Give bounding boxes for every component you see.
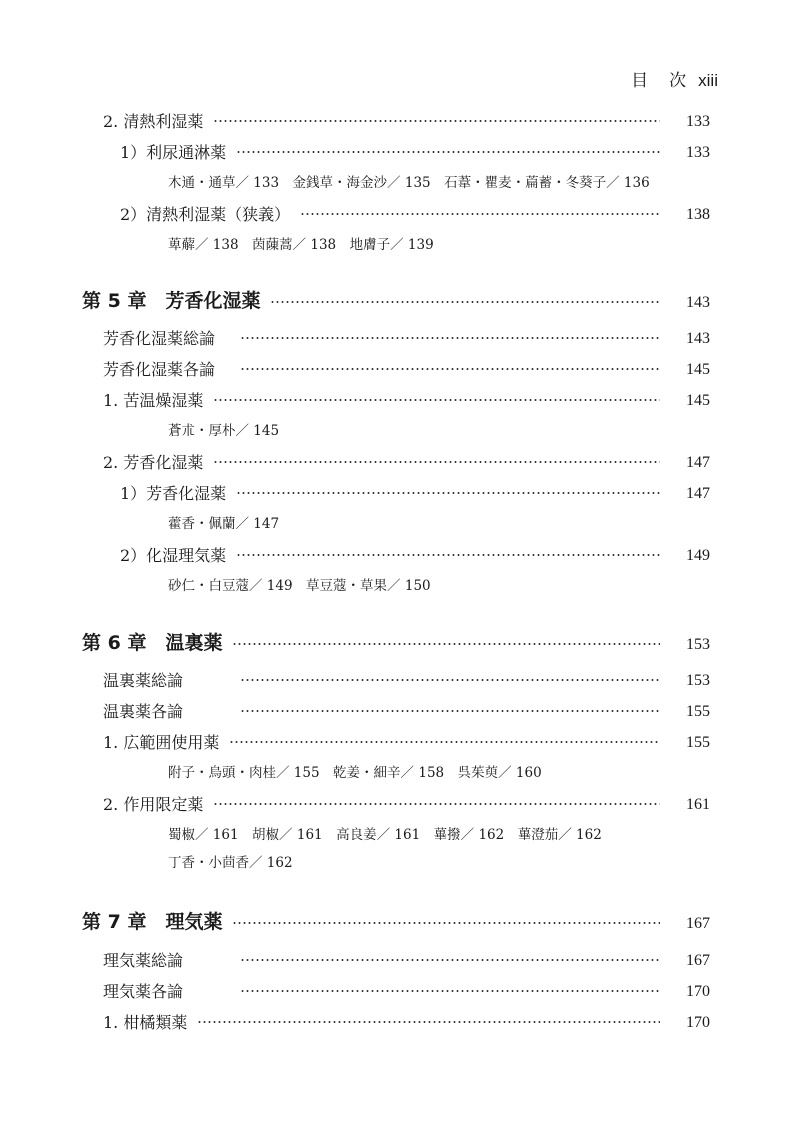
subsection-entry[interactable] (0, 138, 800, 168)
entry-page-number: 138 (686, 206, 710, 223)
entry-page-number: 133 (686, 113, 710, 130)
leader-dots (197, 1016, 660, 1028)
entry-title: 1）利尿通淋薬 (120, 143, 227, 162)
subsection-entry[interactable] (0, 479, 800, 509)
leader-dots (240, 363, 660, 375)
leader-dots (236, 549, 660, 561)
drug-list: 蜀椒／ 161 胡椒／ 161 高良姜／ 161 蓽撥／ 162 蓽澄茄／ 162 (168, 827, 602, 843)
drug-list: 萆薢／ 138 茵蔯蒿／ 138 地膚子／ 139 (168, 237, 434, 253)
leader-dots (213, 798, 660, 810)
entry-title: 第 5 章 芳香化湿薬 (82, 290, 261, 312)
leader-dots (213, 456, 660, 468)
entry-title: 芳香化湿薬総論 (103, 329, 216, 348)
section-entry[interactable] (0, 977, 800, 1007)
leader-dots (232, 917, 660, 929)
section-entry[interactable] (0, 666, 800, 696)
entry-page-number: 170 (686, 983, 710, 1000)
entry-page-number: 155 (686, 703, 710, 720)
entry-page-number: 145 (686, 392, 710, 409)
subsection-entry[interactable] (0, 790, 800, 820)
chapter-entry[interactable] (0, 628, 800, 658)
entry-page-number: 133 (686, 144, 710, 161)
entry-title: 1. 広範囲使用薬 (103, 733, 220, 752)
leader-dots (213, 394, 660, 406)
entry-page-number: 143 (686, 294, 710, 311)
entry-title: 1）芳香化湿薬 (120, 484, 227, 503)
entry-title: 1. 柑橘類薬 (103, 1013, 188, 1032)
subsection-entry[interactable] (0, 386, 800, 416)
entry-page-number: 143 (686, 330, 710, 347)
entry-title: 理気薬総論 (103, 951, 184, 970)
entry-page-number: 147 (686, 485, 710, 502)
chapter-entry[interactable] (0, 286, 800, 316)
leader-dots (240, 705, 660, 717)
chapter-entry[interactable] (0, 907, 800, 937)
entry-page-number: 153 (686, 672, 710, 689)
section-entry[interactable] (0, 324, 800, 354)
leader-dots (213, 115, 660, 127)
entry-title: 第 7 章 理気薬 (82, 911, 223, 933)
running-head (631, 66, 718, 91)
leader-dots (240, 332, 660, 344)
subsection-entry[interactable] (0, 200, 800, 230)
leader-dots (236, 146, 660, 158)
drug-list: 丁香・小茴香／ 162 (168, 855, 293, 871)
subsection-entry[interactable] (0, 448, 800, 478)
entry-title: 2）清熱利湿薬（狭義） (120, 205, 291, 224)
entry-page-number: 161 (686, 796, 710, 813)
entry-page-number: 170 (686, 1014, 710, 1031)
entry-page-number: 167 (686, 952, 710, 969)
entry-page-number: 145 (686, 361, 710, 378)
entry-title: 芳香化湿薬各論 (103, 360, 216, 379)
running-head-title: 目 次 (631, 71, 689, 91)
leader-dots (229, 736, 660, 748)
drug-list: 蒼朮・厚朴／ 145 (168, 423, 280, 439)
leader-dots (270, 296, 660, 308)
leader-dots (300, 208, 660, 220)
leader-dots (232, 638, 660, 650)
entry-page-number: 149 (686, 547, 710, 564)
section-entry[interactable] (0, 697, 800, 727)
subsection-entry[interactable] (0, 107, 800, 137)
drug-list: 藿香・佩蘭／ 147 (168, 516, 280, 532)
entry-page-number: 167 (686, 915, 710, 932)
entry-title: 1. 苦温燥湿薬 (103, 391, 204, 410)
entry-page-number: 155 (686, 734, 710, 751)
entry-title: 2）化湿理気薬 (120, 546, 227, 565)
leader-dots (236, 487, 660, 499)
entry-title: 2. 清熱利湿薬 (103, 112, 204, 131)
entry-page-number: 147 (686, 454, 710, 471)
section-entry[interactable] (0, 355, 800, 385)
entry-title: 2. 芳香化湿薬 (103, 453, 204, 472)
leader-dots (240, 674, 660, 686)
section-entry[interactable] (0, 946, 800, 976)
entry-title: 理気薬各論 (103, 982, 184, 1001)
entry-title: 温裏薬各論 (103, 702, 184, 721)
entry-title: 温裏薬総論 (103, 671, 184, 690)
leader-dots (240, 985, 660, 997)
drug-list: 木通・通草／ 133 金銭草・海金沙／ 135 石葦・瞿麦・萹蓄・冬葵子／ 136 (168, 175, 650, 191)
subsection-entry[interactable] (0, 541, 800, 571)
subsection-entry[interactable] (0, 728, 800, 758)
page-number: xiii (698, 71, 718, 90)
drug-list: 砂仁・白豆蔻／ 149 草豆蔻・草果／ 150 (168, 578, 431, 594)
entry-page-number: 153 (686, 636, 710, 653)
entry-title: 第 6 章 温裏薬 (82, 632, 223, 654)
drug-list: 附子・烏頭・肉桂／ 155 乾姜・細辛／ 158 呉茱萸／ 160 (168, 765, 542, 781)
leader-dots (240, 954, 660, 966)
subsection-entry[interactable] (0, 1008, 800, 1038)
entry-title: 2. 作用限定薬 (103, 795, 204, 814)
